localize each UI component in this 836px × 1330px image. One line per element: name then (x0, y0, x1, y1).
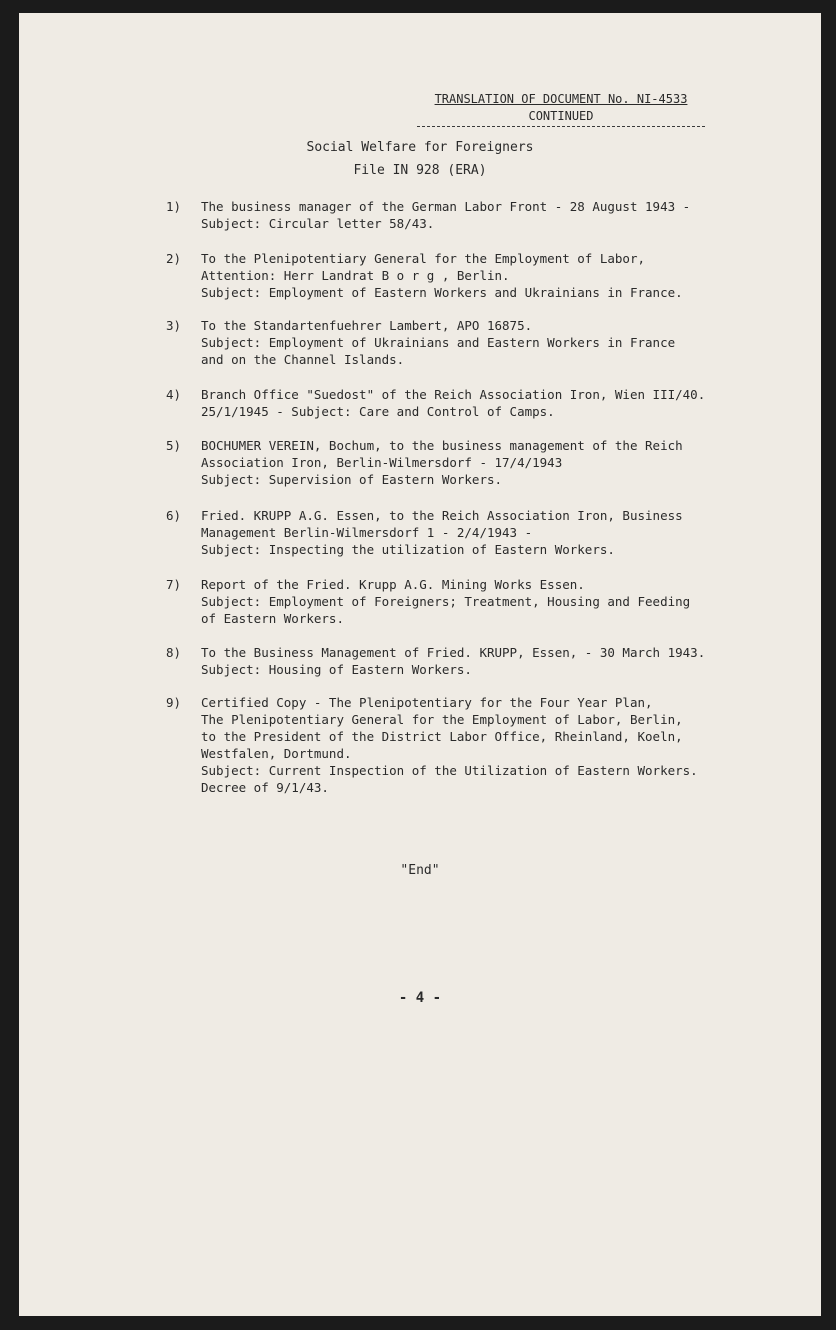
item-line: To the Standartenfuehrer Lambert, APO 16875. (201, 318, 533, 333)
document-subject: Social Welfare for Foreigners (306, 140, 534, 155)
item-line: Subject: Supervision of Eastern Workers. (201, 472, 503, 487)
item-line: To the Plenipotentiary General for the Employment of Labor, (201, 251, 646, 266)
translation-header (417, 91, 705, 127)
item-line: and on the Channel Islands. (201, 352, 405, 367)
item-line: Association Iron, Berlin-Wilmersdorf - 17/4/1943 (201, 455, 563, 470)
item-line: of Eastern Workers. (201, 611, 344, 626)
item-line: to the President of the District Labor Office, Rheinland, Koeln, (201, 729, 683, 744)
header-rule (417, 126, 705, 127)
item-number: 4) (166, 387, 182, 402)
header-continued: CONTINUED (528, 109, 594, 123)
document-page (19, 13, 821, 1316)
item-number: 7) (166, 577, 182, 592)
item-line: To the Business Management of Fried. KRUPP, Essen, - 30 March 1943. (201, 645, 706, 660)
item-line: Subject: Employment of Foreigners; Treatment, Housing and Feeding (201, 594, 691, 609)
end-marker: "End" (400, 863, 440, 878)
header-title: TRANSLATION OF DOCUMENT No. NI-4533 (434, 92, 688, 106)
item-line: Subject: Circular letter 58/43. (201, 216, 435, 231)
item-number: 9) (166, 695, 182, 710)
item-line: Subject: Inspecting the utilization of Eastern Workers. (201, 542, 615, 557)
item-line: The Plenipotentiary General for the Employment of Labor, Berlin, (201, 712, 683, 727)
item-line: Management Berlin-Wilmersdorf 1 - 2/4/1943 - (201, 525, 533, 540)
item-line: Subject: Employment of Ukrainians and Eastern Workers in France (201, 335, 676, 350)
item-number: 6) (166, 508, 182, 523)
item-line: Attention: Herr Landrat B o r g , Berlin. (201, 268, 510, 283)
item-line: Report of the Fried. Krupp A.G. Mining Works Essen. (201, 577, 585, 592)
item-line: Subject: Current Inspection of the Utilization of Eastern Workers. (201, 763, 698, 778)
item-line: 25/1/1945 - Subject: Care and Control of Camps. (201, 404, 555, 419)
file-reference: File IN 928 (ERA) (353, 163, 487, 178)
item-line: The business manager of the German Labor Front - 28 August 1943 - (201, 199, 691, 214)
item-line: Certified Copy - The Plenipotentiary for the Four Year Plan, (201, 695, 653, 710)
item-line: Westfalen, Dortmund. (201, 746, 352, 761)
item-number: 2) (166, 251, 182, 266)
item-line: Branch Office "Suedost" of the Reich Association Iron, Wien III/40. (201, 387, 706, 402)
item-number: 8) (166, 645, 182, 660)
item-line: Fried. KRUPP A.G. Essen, to the Reich Association Iron, Business (201, 508, 683, 523)
item-line: BOCHUMER VEREIN, Bochum, to the business management of the Reich (201, 438, 683, 453)
item-line: Subject: Employment of Eastern Workers and Ukrainians in France. (201, 285, 683, 300)
item-line: Subject: Housing of Eastern Workers. (201, 662, 472, 677)
item-number: 3) (166, 318, 182, 333)
item-number: 5) (166, 438, 182, 453)
item-line: Decree of 9/1/43. (201, 780, 329, 795)
page-number: - 4 - (398, 990, 442, 1006)
item-number: 1) (166, 199, 182, 214)
